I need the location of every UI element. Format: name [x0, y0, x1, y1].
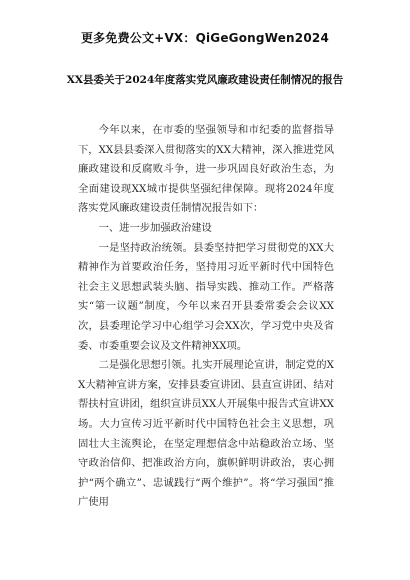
watermark-header: 更多免费公文+VX：QiGeGongWen2024 [80, 31, 329, 45]
paragraph-political-leadership: 一是坚持政治统领。县委坚持把学习贯彻党的XX大精神作为首要政治任务，坚持用习近平新时代中国特色社会主义思想武装头脑、指导实践、推动工作。严格落实“第一议题”制度，今年以来召开县委常委会会议XX次，县委理论学习中心组学习会XX次，学习党中央及省委、市委重要会议及文件精神XX项。 [78, 241, 334, 352]
document-title: XX县委关于2024年度落实党风廉政建设责任制情况的报告 [66, 74, 344, 86]
section-heading-1: 一、进一步加强政治建设 [98, 221, 212, 234]
paragraph-ideological-guidance: 二是强化思想引领。扎实开展理论宣讲，制定党的XX大精神宣讲方案，安排县委宣讲团、县直宣讲团、结对帮扶村宣讲团，组织宣讲员XX人开展集中报告式宣讲XX场。大力宣传习近平新时代中国特色社会主义思想，巩固壮大主流舆论，在坚定理想信念中站稳政治立场、坚守政治信仰、把准政治方向，旗帜鲜明讲政治，衷心拥护“两个确立”、忠诚践行“两个维护”。将“学习强国”推广使用 [78, 359, 334, 509]
document-body [78, 121, 334, 513]
paragraph-intro: 今年以来，在市委的坚强领导和市纪委的监督指导下，XX县县委深入贯彻落实的XX大精神，深入推进党风廉政建设和反腐败斗争，进一步巩固良好政治生态，为全面建设现XX城市提供坚强纪律保障。现将2024年度落实党风廉政建设责任制情况报告如下： [78, 124, 334, 215]
